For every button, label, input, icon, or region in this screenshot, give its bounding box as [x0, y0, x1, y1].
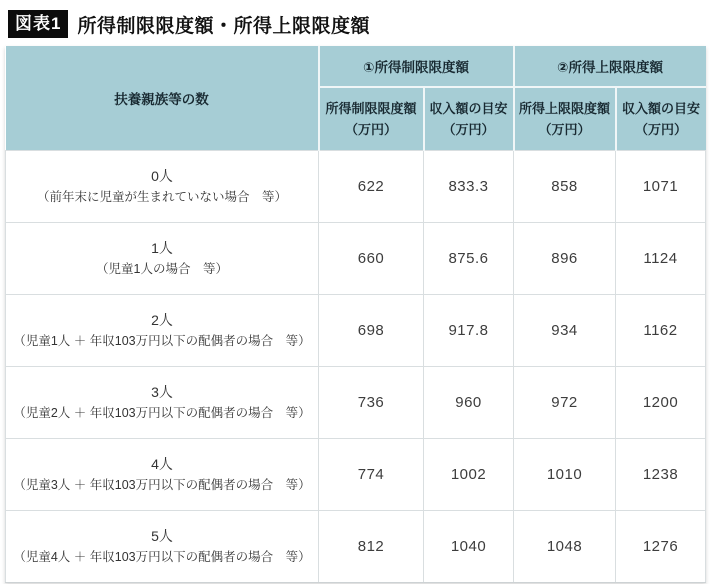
- income-limits-table: [5, 46, 706, 583]
- value-cell: 1162: [616, 295, 706, 367]
- group-header-income-upper: ②所得上限限度額: [514, 46, 706, 87]
- value-cell: 1002: [424, 439, 514, 511]
- row-header-cell: [6, 511, 319, 583]
- row-header-cell: [6, 367, 319, 439]
- table-row: [6, 223, 706, 295]
- group-header-row: [6, 46, 706, 87]
- value-cell: 1071: [616, 151, 706, 223]
- table-body: [6, 151, 706, 583]
- column-header-label: 収入額の目安: [621, 101, 700, 116]
- column-header-label: 所得上限限度額: [518, 101, 610, 116]
- value-cell: 896: [514, 223, 616, 295]
- figure-number-badge: 図表1: [8, 10, 68, 38]
- table-row: [6, 511, 706, 583]
- figure-title-bar: [0, 0, 710, 41]
- dependents-count: 4人: [151, 456, 173, 472]
- column-header-unit: （万円）: [442, 122, 495, 137]
- column-header-upper-limit: [514, 87, 616, 151]
- value-cell: 1124: [616, 223, 706, 295]
- dependents-description: （児童1人の場合 等）: [96, 262, 228, 276]
- value-cell: 774: [319, 439, 424, 511]
- page-title: 所得制限限度額・所得上限限度額: [77, 15, 370, 37]
- value-cell: 698: [319, 295, 424, 367]
- value-cell: 1238: [616, 439, 706, 511]
- column-header-income-estimate-1: [424, 87, 514, 151]
- value-cell: 917.8: [424, 295, 514, 367]
- table-row: [6, 295, 706, 367]
- column-header-unit: （万円）: [538, 122, 591, 137]
- dependents-count: 0人: [151, 168, 173, 184]
- dependents-count: 1人: [151, 240, 173, 256]
- value-cell: 960: [424, 367, 514, 439]
- value-cell: 1010: [514, 439, 616, 511]
- dependents-description: （児童1人 ＋ 年収103万円以下の配偶者の場合 等）: [13, 334, 311, 348]
- table-row: [6, 367, 706, 439]
- group-header-income-restriction: ①所得制限限度額: [319, 46, 514, 87]
- value-cell: 934: [514, 295, 616, 367]
- dependents-description: （児童3人 ＋ 年収103万円以下の配偶者の場合 等）: [13, 478, 311, 492]
- dependents-count: 5人: [151, 528, 173, 544]
- dependents-count: 2人: [151, 312, 173, 328]
- corner-header-dependents: 扶養親族等の数: [6, 46, 319, 151]
- column-header-label: 所得制限限度額: [325, 101, 417, 116]
- column-header-unit: （万円）: [344, 122, 397, 137]
- value-cell: 833.3: [424, 151, 514, 223]
- table-header: [6, 46, 706, 151]
- table-row: [6, 151, 706, 223]
- row-header-cell: [6, 223, 319, 295]
- row-header-cell: [6, 439, 319, 511]
- value-cell: 812: [319, 511, 424, 583]
- value-cell: 736: [319, 367, 424, 439]
- value-cell: 660: [319, 223, 424, 295]
- column-header-label: 収入額の目安: [429, 101, 508, 116]
- value-cell: 1276: [616, 511, 706, 583]
- value-cell: 858: [514, 151, 616, 223]
- column-header-restriction-limit: [319, 87, 424, 151]
- table-row: [6, 439, 706, 511]
- dependents-description: （児童2人 ＋ 年収103万円以下の配偶者の場合 等）: [13, 406, 311, 420]
- dependents-count: 3人: [151, 384, 173, 400]
- column-header-income-estimate-2: [616, 87, 706, 151]
- value-cell: 875.6: [424, 223, 514, 295]
- value-cell: 972: [514, 367, 616, 439]
- value-cell: 622: [319, 151, 424, 223]
- column-header-unit: （万円）: [634, 122, 687, 137]
- row-header-cell: [6, 295, 319, 367]
- value-cell: 1200: [616, 367, 706, 439]
- dependents-description: （前年末に児童が生まれていない場合 等）: [36, 190, 287, 204]
- row-header-cell: [6, 151, 319, 223]
- value-cell: 1048: [514, 511, 616, 583]
- dependents-description: （児童4人 ＋ 年収103万円以下の配偶者の場合 等）: [13, 550, 311, 564]
- value-cell: 1040: [424, 511, 514, 583]
